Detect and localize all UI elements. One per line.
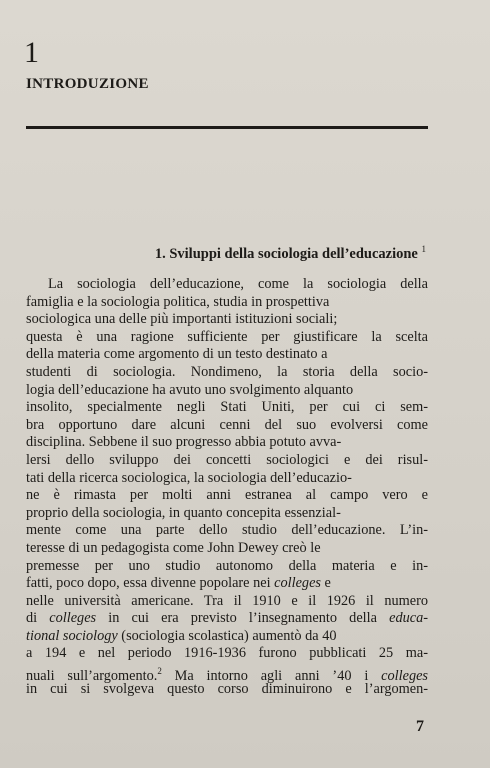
text-line: tional sociology (sociologia scolastica) aumentò da 40 (26, 627, 337, 644)
chapter-title: INTRODUZIONE (26, 76, 149, 92)
text-line: logia dell’educazione ha avuto uno svolgimento alquanto (26, 381, 354, 398)
section-heading-text: 1. Sviluppi della sociologia dell’educazione (154, 245, 418, 262)
text-line: lersi dello sviluppo dei concetti sociologici e dei risul- (26, 451, 428, 468)
page-number: 7 (416, 718, 424, 735)
text-line: teresse di un pedagogista come John Dewey creò le (26, 539, 321, 556)
text-line: proprio della sociologia, in quanto concepita essenzial- (26, 504, 341, 521)
text-line: disciplina. Sebbene il suo progresso abbia potuto avva- (26, 434, 342, 451)
body-paragraph (26, 276, 428, 698)
text-line: nuali sull’argomento.$^2$ Ma intorno agli anni ’40 i colleges (26, 666, 428, 684)
text-line: insolito, specialmente negli Stati Uniti, per cui ci sem- (26, 399, 428, 416)
text-line: premesse per uno studio autonomo della materia e in- (26, 557, 428, 574)
text-line: questa è una ragione sufficiente per giustificare la scelta (26, 328, 428, 345)
text-line: studenti di sociologia. Nondimeno, la storia della socio- (26, 363, 428, 380)
text-line: di colleges in cui era previsto l’insegnamento della educa- (26, 610, 428, 627)
chapter-number: 1 (24, 36, 39, 69)
text-line: della materia come argomento di un testo destinato a (26, 346, 328, 363)
footnote-ref: 2 (157, 666, 162, 677)
text-line: bra opportuno dare alcuni cenni del suo evolversi come (26, 416, 428, 433)
text-line: a 194 e nel periodo 1916-1936 furono pubblicati 25 ma- (26, 645, 428, 662)
text-line: La sociologia dell’educazione, come la sociologia della (48, 276, 428, 292)
text-line: nelle università americane. Tra il 1910 e il 1926 il numero (26, 592, 428, 609)
text-line: ne è rimasta per molti anni estranea al campo vero e (26, 487, 428, 504)
text-line: mente come una parte dello studio dell’educazione. L’in- (26, 522, 428, 539)
chapter-rule (26, 126, 428, 129)
text-line: fatti, poco dopo, essa divenne popolare nei colleges e (26, 575, 331, 592)
text-line: sociologica una delle più importanti istituzioni sociali; (26, 311, 338, 328)
section-heading (26, 244, 426, 263)
text-line: famiglia e la sociologia politica, studia in prospettiva (26, 293, 330, 310)
text-line: in cui si svolgeva questo corso diminuirono e l’argomen- (26, 680, 428, 697)
text-line: tati della ricerca sociologica, la sociologia dell’educazio- (26, 469, 352, 486)
footnote-ref: 1 (421, 244, 426, 254)
